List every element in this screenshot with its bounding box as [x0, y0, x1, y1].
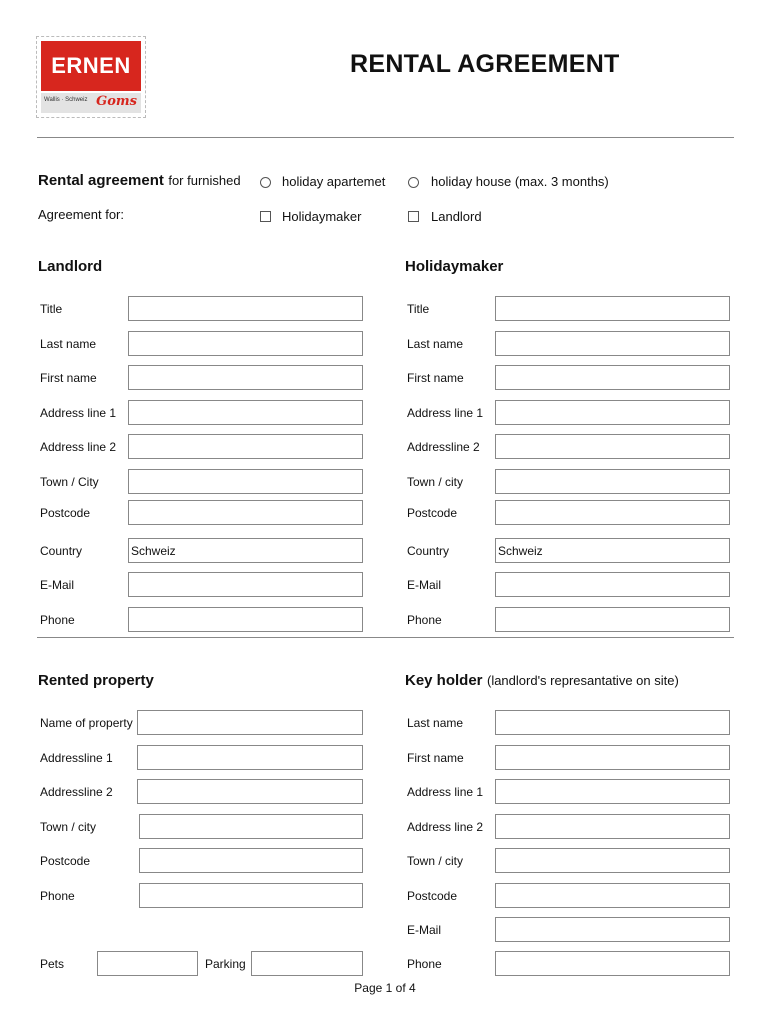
page-title: RENTAL AGREEMENT — [350, 50, 620, 78]
header-divider — [37, 137, 734, 138]
property-field[interactable] — [139, 883, 363, 908]
landlord-heading: Landlord — [38, 258, 103, 275]
property-field[interactable] — [139, 814, 363, 839]
logo-subtitle: Wallis · Schweiz — [44, 97, 88, 103]
landlord-field[interactable] — [128, 331, 363, 356]
landlord-field[interactable] — [128, 607, 363, 632]
landlord-field[interactable] — [128, 365, 363, 390]
holidaymaker-field[interactable] — [495, 296, 730, 321]
property-field[interactable] — [137, 710, 363, 735]
rented-property-heading: Rented property — [38, 672, 154, 689]
holidaymaker-field[interactable] — [495, 365, 730, 390]
holidaymaker-heading: Holidaymaker — [405, 258, 504, 275]
checkbox-holidaymaker-label: Holidaymaker — [282, 209, 362, 224]
landlord-field[interactable]: Schweiz — [128, 538, 363, 563]
landlord-label: Address line 2 — [40, 440, 117, 454]
key-holder-note: (landlord's represantative on site) — [486, 673, 679, 688]
landlord-label: Title — [40, 302, 63, 316]
agreement-label-bold: Rental agreement — [38, 172, 164, 189]
option-house-label: holiday house (max. 3 months) — [431, 174, 609, 189]
landlord-field[interactable] — [128, 400, 363, 425]
pets-label: Pets — [40, 957, 65, 971]
checkbox-landlord[interactable] — [408, 211, 419, 222]
landlord-label: E-Mail — [40, 578, 75, 592]
keyholder-label: Phone — [407, 957, 442, 971]
holidaymaker-field[interactable] — [495, 500, 730, 525]
holidaymaker-label: E-Mail — [407, 578, 442, 592]
property-field[interactable] — [139, 848, 363, 873]
keyholder-field[interactable] — [495, 745, 730, 770]
logo-region: Goms — [96, 94, 137, 109]
holidaymaker-label: Town / city — [407, 475, 464, 489]
key-holder-title: Key holder — [405, 672, 483, 689]
pets-field[interactable] — [97, 951, 198, 976]
logo-red-block — [41, 41, 141, 91]
keyholder-field[interactable] — [495, 814, 730, 839]
keyholder-label: Town / city — [407, 854, 464, 868]
keyholder-field[interactable] — [495, 883, 730, 908]
keyholder-field[interactable] — [495, 951, 730, 976]
parking-field[interactable] — [251, 951, 363, 976]
holidaymaker-label: Last name — [407, 337, 464, 351]
landlord-label: Last name — [40, 337, 97, 351]
agreement-label — [38, 172, 241, 190]
property-label: Town / city — [40, 820, 97, 834]
key-holder-heading — [405, 672, 679, 690]
agreement-label-rest: for furnished — [168, 173, 241, 188]
logo-brand: ERNEN — [51, 53, 131, 78]
ernen-goms-logo — [36, 36, 146, 118]
holidaymaker-field[interactable] — [495, 434, 730, 459]
landlord-field[interactable] — [128, 500, 363, 525]
holidaymaker-label: Address line 1 — [407, 406, 484, 420]
landlord-label: Town / City — [40, 475, 99, 489]
landlord-label: Country — [40, 544, 83, 558]
holidaymaker-field[interactable] — [495, 400, 730, 425]
property-field[interactable] — [137, 779, 363, 804]
option-apartment-label: holiday apartemet — [282, 174, 386, 189]
landlord-label: First name — [40, 371, 97, 385]
page-number: Page 1 of 4 — [354, 981, 416, 995]
radio-holiday-apartment[interactable] — [260, 177, 271, 188]
holidaymaker-field[interactable] — [495, 469, 730, 494]
keyholder-label: Address line 2 — [407, 820, 484, 834]
checkbox-landlord-label: Landlord — [431, 209, 482, 224]
holidaymaker-label: Title — [407, 302, 430, 316]
holidaymaker-field[interactable] — [495, 331, 730, 356]
keyholder-field[interactable] — [495, 779, 730, 804]
checkbox-holidaymaker[interactable] — [260, 211, 271, 222]
landlord-label: Phone — [40, 613, 75, 627]
radio-holiday-house[interactable] — [408, 177, 419, 188]
keyholder-label: Address line 1 — [407, 785, 484, 799]
logo-grey-band — [41, 93, 141, 113]
holidaymaker-field[interactable] — [495, 572, 730, 597]
holidaymaker-label: Postcode — [407, 506, 458, 520]
property-field[interactable] — [137, 745, 363, 770]
landlord-label: Address line 1 — [40, 406, 117, 420]
holidaymaker-label: Phone — [407, 613, 442, 627]
property-label: Phone — [40, 889, 75, 903]
keyholder-field[interactable] — [495, 848, 730, 873]
landlord-field[interactable] — [128, 434, 363, 459]
property-label: Name of property — [40, 716, 133, 730]
parking-label: Parking — [205, 957, 246, 971]
holidaymaker-label: Addressline 2 — [407, 440, 480, 454]
keyholder-label: Last name — [407, 716, 464, 730]
holidaymaker-label: First name — [407, 371, 464, 385]
landlord-label: Postcode — [40, 506, 91, 520]
property-label: Addressline 1 — [40, 751, 113, 765]
landlord-field[interactable] — [128, 469, 363, 494]
keyholder-field[interactable] — [495, 710, 730, 735]
keyholder-label: E-Mail — [407, 923, 442, 937]
keyholder-field[interactable] — [495, 917, 730, 942]
holidaymaker-field[interactable]: Schweiz — [495, 538, 730, 563]
holidaymaker-field[interactable] — [495, 607, 730, 632]
landlord-field[interactable] — [128, 296, 363, 321]
property-label: Postcode — [40, 854, 91, 868]
section-divider — [37, 637, 734, 638]
keyholder-label: First name — [407, 751, 464, 765]
agreement-for-label: Agreement for: — [38, 207, 124, 222]
holidaymaker-label: Country — [407, 544, 450, 558]
keyholder-label: Postcode — [407, 889, 458, 903]
property-label: Addressline 2 — [40, 785, 113, 799]
landlord-field[interactable] — [128, 572, 363, 597]
